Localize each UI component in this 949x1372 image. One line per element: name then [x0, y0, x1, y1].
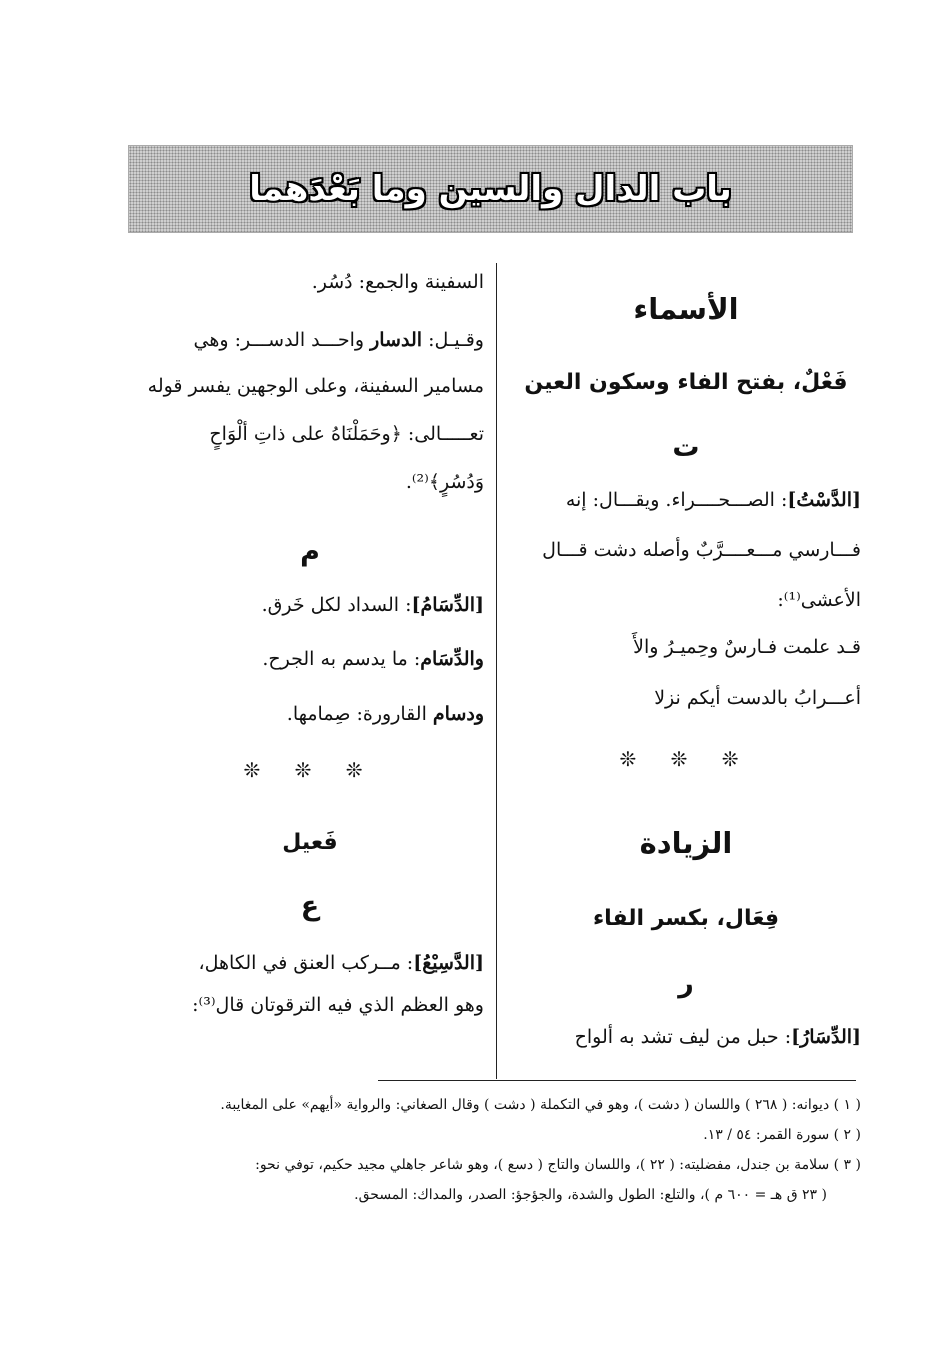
entry-definition: القارورة: صِمامها.	[286, 703, 433, 725]
pattern-heading-fail: فَعيل	[282, 830, 338, 855]
entry-line: فـــارسي مـــعــــرَّبٌ وأصله دشت قـــال	[542, 539, 861, 561]
column-divider	[496, 263, 497, 1079]
entry-term: [الدَّسْتُ]	[787, 489, 861, 511]
text-line: مسامير السفينة، وعلى الوجهين يفسر قوله	[147, 375, 484, 397]
entry-line	[511, 486, 861, 515]
letter-heading-t: ت	[672, 432, 700, 463]
entry-disam	[136, 591, 484, 620]
entry-definition: : حبل من ليف تشد به ألواح	[574, 1026, 792, 1048]
footnote-1: ( ١ ) ديوانه: ( ٢٦٨ ) واللسان ( دشت )، وهو في التكملة ( دشت ) وقال الصغاني: والرواية «أيهم» على المغايبة.	[220, 1097, 861, 1113]
entry-definition: : مــركب العنق في الكاهل،	[198, 952, 414, 974]
section-separator: ❊ ❊ ❊	[243, 758, 377, 782]
entry-dasi	[136, 949, 484, 978]
entry-definition: : ما يدسم به الجرح.	[262, 648, 421, 670]
entry-term: [الدِّسَارُ]	[791, 1026, 861, 1048]
entry-line: الأعشى⁽¹⁾:	[777, 589, 861, 611]
letter-heading-ain: ع	[300, 891, 320, 922]
entry-term: ودسام	[432, 703, 484, 725]
pattern-heading-faal: فَعْلٌ، بفتح الفاء وسكون العين	[524, 370, 848, 395]
verse-line-2: أعـــرابُ بالدست أيكم نزلا	[654, 687, 861, 709]
section-separator: ❊ ❊ ❊	[619, 747, 753, 771]
footnote-3: ( ٣ ) سلامة بن جندل، مفضليته: ( ٢٢ )، واللسان والتاج ( دسع )، وهو شاعر جاهلي مجيد حكيم، توفي نحو:	[255, 1157, 861, 1173]
quran-verse-end: وَدُسُرٍ﴾⁽²⁾.	[405, 471, 484, 493]
entry-dast	[511, 486, 861, 615]
pattern-heading-fiaal: فِعَال، بكسر الفاء	[592, 906, 780, 931]
letter-heading-r: ر	[678, 968, 694, 999]
section-heading-ziyada: الزيادة	[639, 826, 733, 860]
entry-term: الدسار	[370, 329, 423, 351]
entry-definition: : الصـــحــــراء. ويقـــال: إنه	[565, 489, 788, 511]
chapter-banner	[128, 145, 853, 233]
chapter-title: باب الدال والسين وما بَعْدَهما	[249, 169, 732, 209]
section-heading-asmaa: الأسماء	[633, 292, 739, 326]
entry-term: [الدَّسِيْعُ]	[413, 952, 484, 974]
text-line: وهو العظم الذي فيه الترقوتان قال⁽³⁾:	[192, 994, 484, 1016]
entry-term: والدِّسَام	[420, 648, 484, 670]
entry-disar-plural	[136, 326, 484, 355]
entry-disam-3	[136, 700, 484, 729]
footnote-3-continued: ( ٢٣ ق هـ = ٦٠٠ م )، والتلع: الطول والشدة، والجؤجؤ: الصدر، والمداك: المسحق.	[354, 1187, 827, 1203]
letter-heading-m: م	[300, 536, 320, 567]
entry-definition: : السداد لكل خَرق.	[261, 594, 412, 616]
entry-term: [الدِّسَامُ]	[411, 594, 484, 616]
text-fragment: وقـيـل:	[422, 329, 484, 351]
entry-disar	[511, 1023, 861, 1052]
text-fragment: واحـــد الدســـر: وهي	[193, 329, 371, 351]
quran-verse-line: تعـــــالى: ﴿وحَمَلْنَاهُ على ذاتِ ألْوَاحٍ	[209, 423, 484, 445]
footnotes	[100, 1090, 861, 1210]
entry-disam-2	[136, 645, 484, 674]
verse-line-1: قـد علمت فـارسٌ وحِميـرُ والأَ	[633, 636, 861, 658]
footnote-2: ( ٢ ) سورة القمر: ٥٤ / ١٣.	[703, 1127, 861, 1143]
continued-line: السفينة والجمع: دُسُر.	[311, 271, 484, 293]
footnote-rule	[378, 1080, 856, 1081]
